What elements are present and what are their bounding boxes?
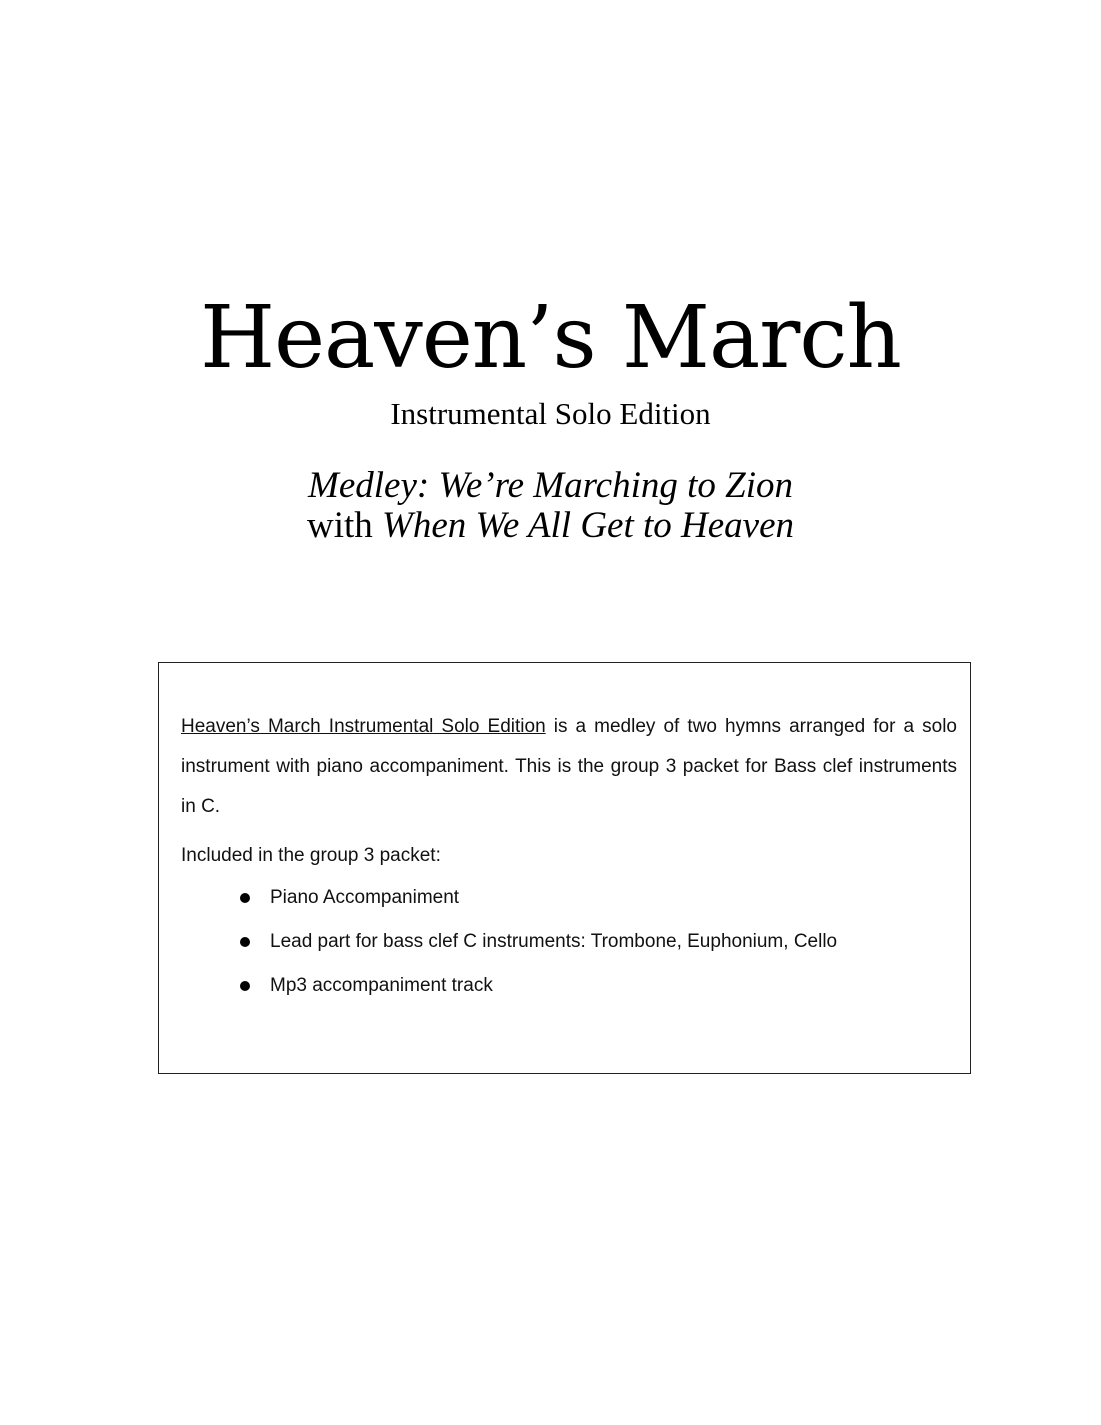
medley-line-2 <box>0 506 1101 546</box>
list-item-label: Lead part for bass clef C instruments: Trombone, Euphonium, Cello <box>270 931 838 952</box>
info-box-content <box>181 707 957 1008</box>
page-title: Heaven’s March <box>200 288 901 388</box>
medley-line-1: Medley: We’re Marching to Zion <box>308 465 793 506</box>
list-item-label: Mp3 accompaniment track <box>270 975 493 996</box>
list-item <box>181 876 957 920</box>
info-box <box>158 662 971 1074</box>
medley-heading <box>0 466 1101 546</box>
bullet-icon <box>240 893 250 903</box>
medley-line-2-title: When We All Get to Heaven <box>382 505 795 546</box>
medley-line-2-prefix: with <box>306 505 382 546</box>
description-paragraph <box>181 707 957 827</box>
description-text: is a medley of two hymns arranged for a solo instrument with piano accompaniment. This is the group 3 packet for Bass clef instruments in C. <box>181 716 957 817</box>
bullet-icon <box>240 981 250 991</box>
list-item <box>181 964 957 1008</box>
description-title: Heaven’s March Instrumental Solo Edition <box>181 716 546 737</box>
edition-subtitle: Instrumental Solo Edition <box>390 396 711 431</box>
list-item-label: Piano Accompaniment <box>270 887 460 908</box>
included-list <box>181 876 957 1008</box>
included-label: Included in the group 3 packet: <box>181 845 441 866</box>
bullet-icon <box>240 937 250 947</box>
list-item <box>181 920 957 964</box>
